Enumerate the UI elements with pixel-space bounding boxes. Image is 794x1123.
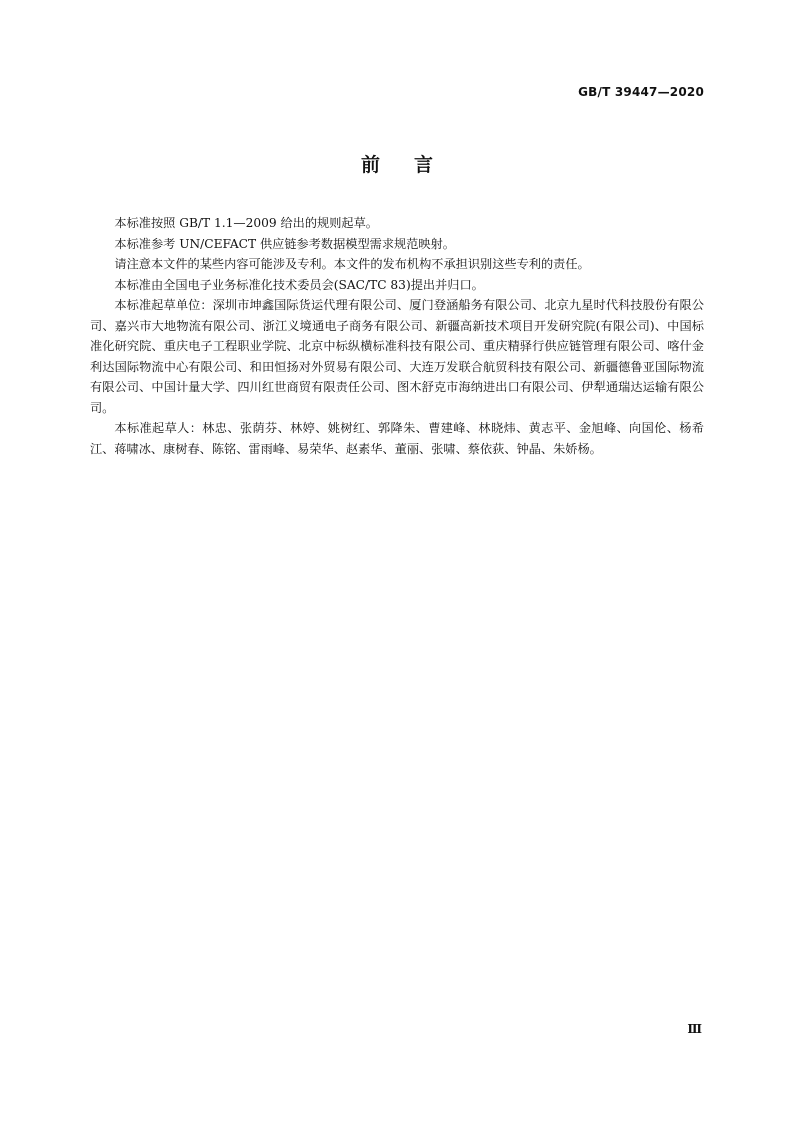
paragraph-patent-notice: 请注意本文件的某些内容可能涉及专利。本文件的发布机构不承担识别这些专利的责任。 <box>114 257 590 271</box>
standard-number: GB/T 39447—2020 <box>578 85 704 99</box>
page-number: Ⅲ <box>687 1022 702 1036</box>
paragraph-proposer: 本标准由全国电子业务标准化技术委员会(SAC/TC 83)提出并归口。 <box>114 277 484 292</box>
paragraph-drafting-rules: 本标准按照 GB/T 1.1—2009 给出的规则起草。 <box>114 216 378 230</box>
paragraph-drafters: 本标准起草人：林忠、张荫芬、林婷、姚树红、郭降朱、曹建峰、林晓炜、黄志平、金旭峰、向国伦、杨希江、蒋啸冰、康树春、陈铭、雷雨峰、易荣华、赵素华、董丽、张啸、蔡依荻、钟晶、朱娇杨。 <box>90 421 704 456</box>
paragraph-drafting-units: 本标准起草单位：深圳市坤鑫国际货运代理有限公司、厦门登涵船务有限公司、北京九星时代科技股份有限公司、嘉兴市大地物流有限公司、浙江义境通电子商务有限公司、新疆高新技术项目开发研究院(有限公司)、中国标准化研究院、重庆电子工程职业学院、北京中标纵横标准科技有限公司、重庆精驿行供应链管理有限公司、喀什金利达国际物流中心有限公司、和田恒扬对外贸易有限公司、大连万发联合航贸科技有限公司、新疆德鲁亚国际物流有限公司、中国计量大学、四川红世商贸有限责任公司、图木舒克市海纳进出口有限公司、伊犁通瑞达运输有限公司。 <box>90 298 704 415</box>
paragraph-reference: 本标准参考 UN/CEFACT 供应链参考数据模型需求规范映射。 <box>114 236 455 251</box>
document-body <box>90 213 704 459</box>
page-title: 前言 <box>360 154 467 176</box>
